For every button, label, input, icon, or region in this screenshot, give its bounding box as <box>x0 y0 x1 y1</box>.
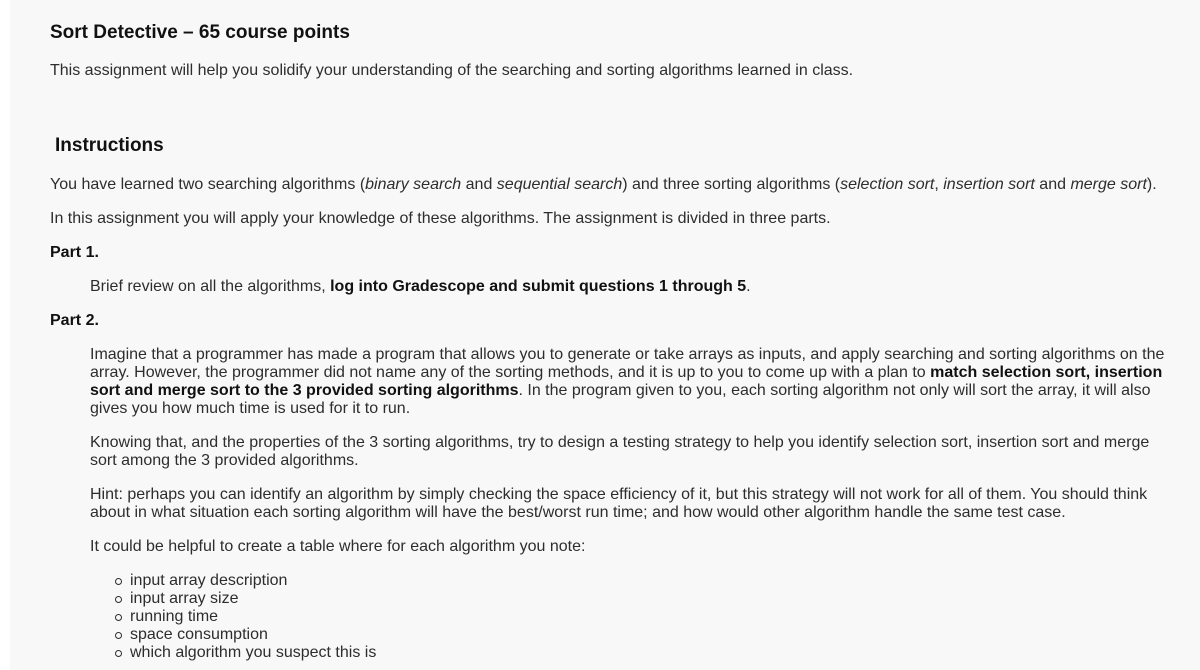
part-2-hint-paragraph: Hint: perhaps you can identify an algorithm by simply checking the space efficiency of it, but this strategy will not work for all of them. You should think about in what situation each sorting algorithm will have the best/worst run time; and how would other algorithm handle the same test case. <box>90 486 1148 521</box>
part-1-label: Part 1. <box>50 244 99 261</box>
list-item: space consumption <box>90 626 376 644</box>
part-2-scenario-paragraph: Imagine that a programmer has made a program that allows you to generate or take arrays as inputs, and apply searching and sorting algorithms on the array. However, the programmer did not name any of the sorting methods, and it is up to you to come up with a plan to match selection sort, insertion sort and merge sort to the 3 provided sorting algorithms. In the program given to you, each sorting algorithm not only will sort the array, it will also gives you how much time is used for it to run. <box>90 346 1165 417</box>
list-item: which algorithm you suspect this is <box>90 644 376 662</box>
part-2-strategy-paragraph: Knowing that, and the properties of the 3 sorting algorithms, try to design a testing strategy to help you identify selection sort, insertion sort and merge sort among the 3 provided algorithms. <box>90 434 1150 469</box>
part-2-table-suggestion: It could be helpful to create a table where for each algorithm you note: <box>90 538 586 555</box>
assignment-page <box>10 0 1200 670</box>
part-1-description: Brief review on all the algorithms, log into Gradescope and submit questions 1 through 5. <box>90 278 751 295</box>
list-item: input array size <box>90 590 376 608</box>
binary-search-term: binary search <box>365 176 462 193</box>
assignment-parts-paragraph: In this assignment you will apply your knowledge of these algorithms. The assignment is divided in three parts. <box>50 210 831 227</box>
insertion-sort-term: insertion sort <box>943 176 1035 193</box>
page-title: Sort Detective – 65 course points <box>50 22 350 43</box>
gradescope-instruction: log into Gradescope and submit questions 1 through 5 <box>330 278 747 295</box>
selection-sort-term: selection sort <box>840 176 935 193</box>
sequential-search-term: sequential search <box>496 176 623 193</box>
algorithms-learned-paragraph: You have learned two searching algorithms (binary search and sequential search) and three sorting algorithms (selection sort, insertion sort and merge sort). <box>50 176 1157 193</box>
merge-sort-term: merge sort <box>1070 176 1147 193</box>
list-item: input array description <box>90 572 376 590</box>
part-2-label: Part 2. <box>50 312 99 329</box>
table-fields-list <box>90 572 376 662</box>
matching-task-emphasis: match selection sort, insertion sort and merge sort to the 3 provided sorting algorithms <box>90 364 1163 399</box>
list-item: running time <box>90 608 376 626</box>
intro-paragraph: This assignment will help you solidify your understanding of the searching and sorting algorithms learned in class. <box>50 62 854 79</box>
instructions-heading: Instructions <box>55 135 164 156</box>
